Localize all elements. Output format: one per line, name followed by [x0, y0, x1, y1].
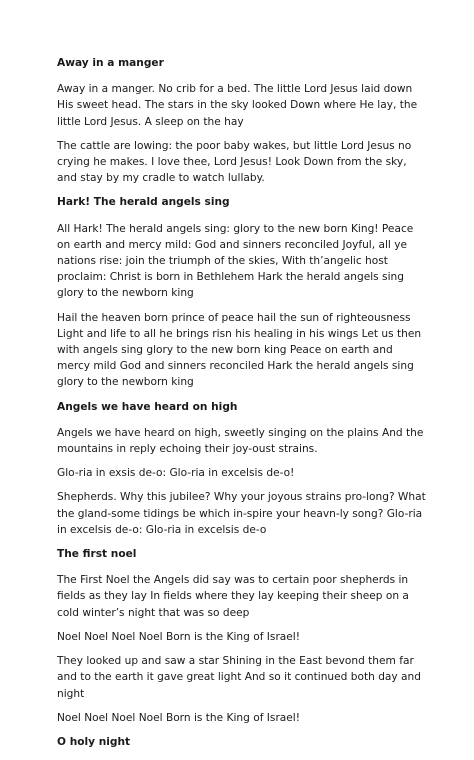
section-title: Away in a manger [57, 57, 164, 69]
paragraph: Glo-ria in exsis de-o: Glo-ria in excelsis de-o! [57, 467, 295, 480]
section-title: O holy night [57, 735, 131, 748]
paragraph: The cattle are lowing: the poor baby wakes, but little Lord Jesus no crying he makes. I love thee, Lord Jesus! Look Down from the sky, and stay by my cradle to watch lullaby. [57, 139, 412, 185]
section-title: Hark! The herald angels sing [57, 196, 230, 209]
paragraph: They looked up and saw a star Shining in the East bevond them far and to the earth it gave great light And so it continued both day and night [57, 655, 421, 700]
paragraph: Away in a manger. No crib for a bed. The little Lord Jesus laid down His sweet head. The stars in the sky looked Down where He lay, the little Lord Jesus. A sleep on the hay [57, 83, 418, 128]
paragraph: Angels we have heard on high, sweetly singing on the plains And the mountains in reply echoing their joy-oust strains. [57, 426, 424, 456]
section-title: The first noel [57, 548, 137, 561]
document-content [57, 55, 427, 760]
paragraph: Noel Noel Noel Noel Born is the King of Israel! [57, 711, 300, 724]
paragraph: Shepherds. Why this jubilee? Why your joyous strains pro-long? What the gland-some tidings be which in-spire your heavn-ly song? Glo-ria in excelsis de-o: Glo-ria in excelsis de-o [57, 491, 426, 536]
section-title: Angels we have heard on high [57, 400, 238, 413]
paragraph: Noel Noel Noel Noel Born is the King of Israel! [57, 630, 300, 643]
paragraph: The First Noel the Angels did say was to certain poor shepherds in fields as they lay In fields where they lay keeping their sheep on a cold winter’s night that was so deep [57, 574, 409, 619]
paragraph: All Hark! The herald angels sing: glory to the new born King! Peace on earth and mercy mild: God and sinners reconciled Joyful, all ye nations rise: join the triumph of the skies, With th’angelic host proclaim: Christ is born in Bethlehem Hark the herald angels sing glory to the newborn king [57, 222, 414, 300]
paragraph: Hail the heaven born prince of peace hail the sun of righteousness Light and life to all he brings risn his healing in his wings Let us then with angels sing glory to the new born king Peace on earth and mercy mild God and sinners reconciled Hark the herald angels sing glory to the newborn king [57, 311, 422, 389]
